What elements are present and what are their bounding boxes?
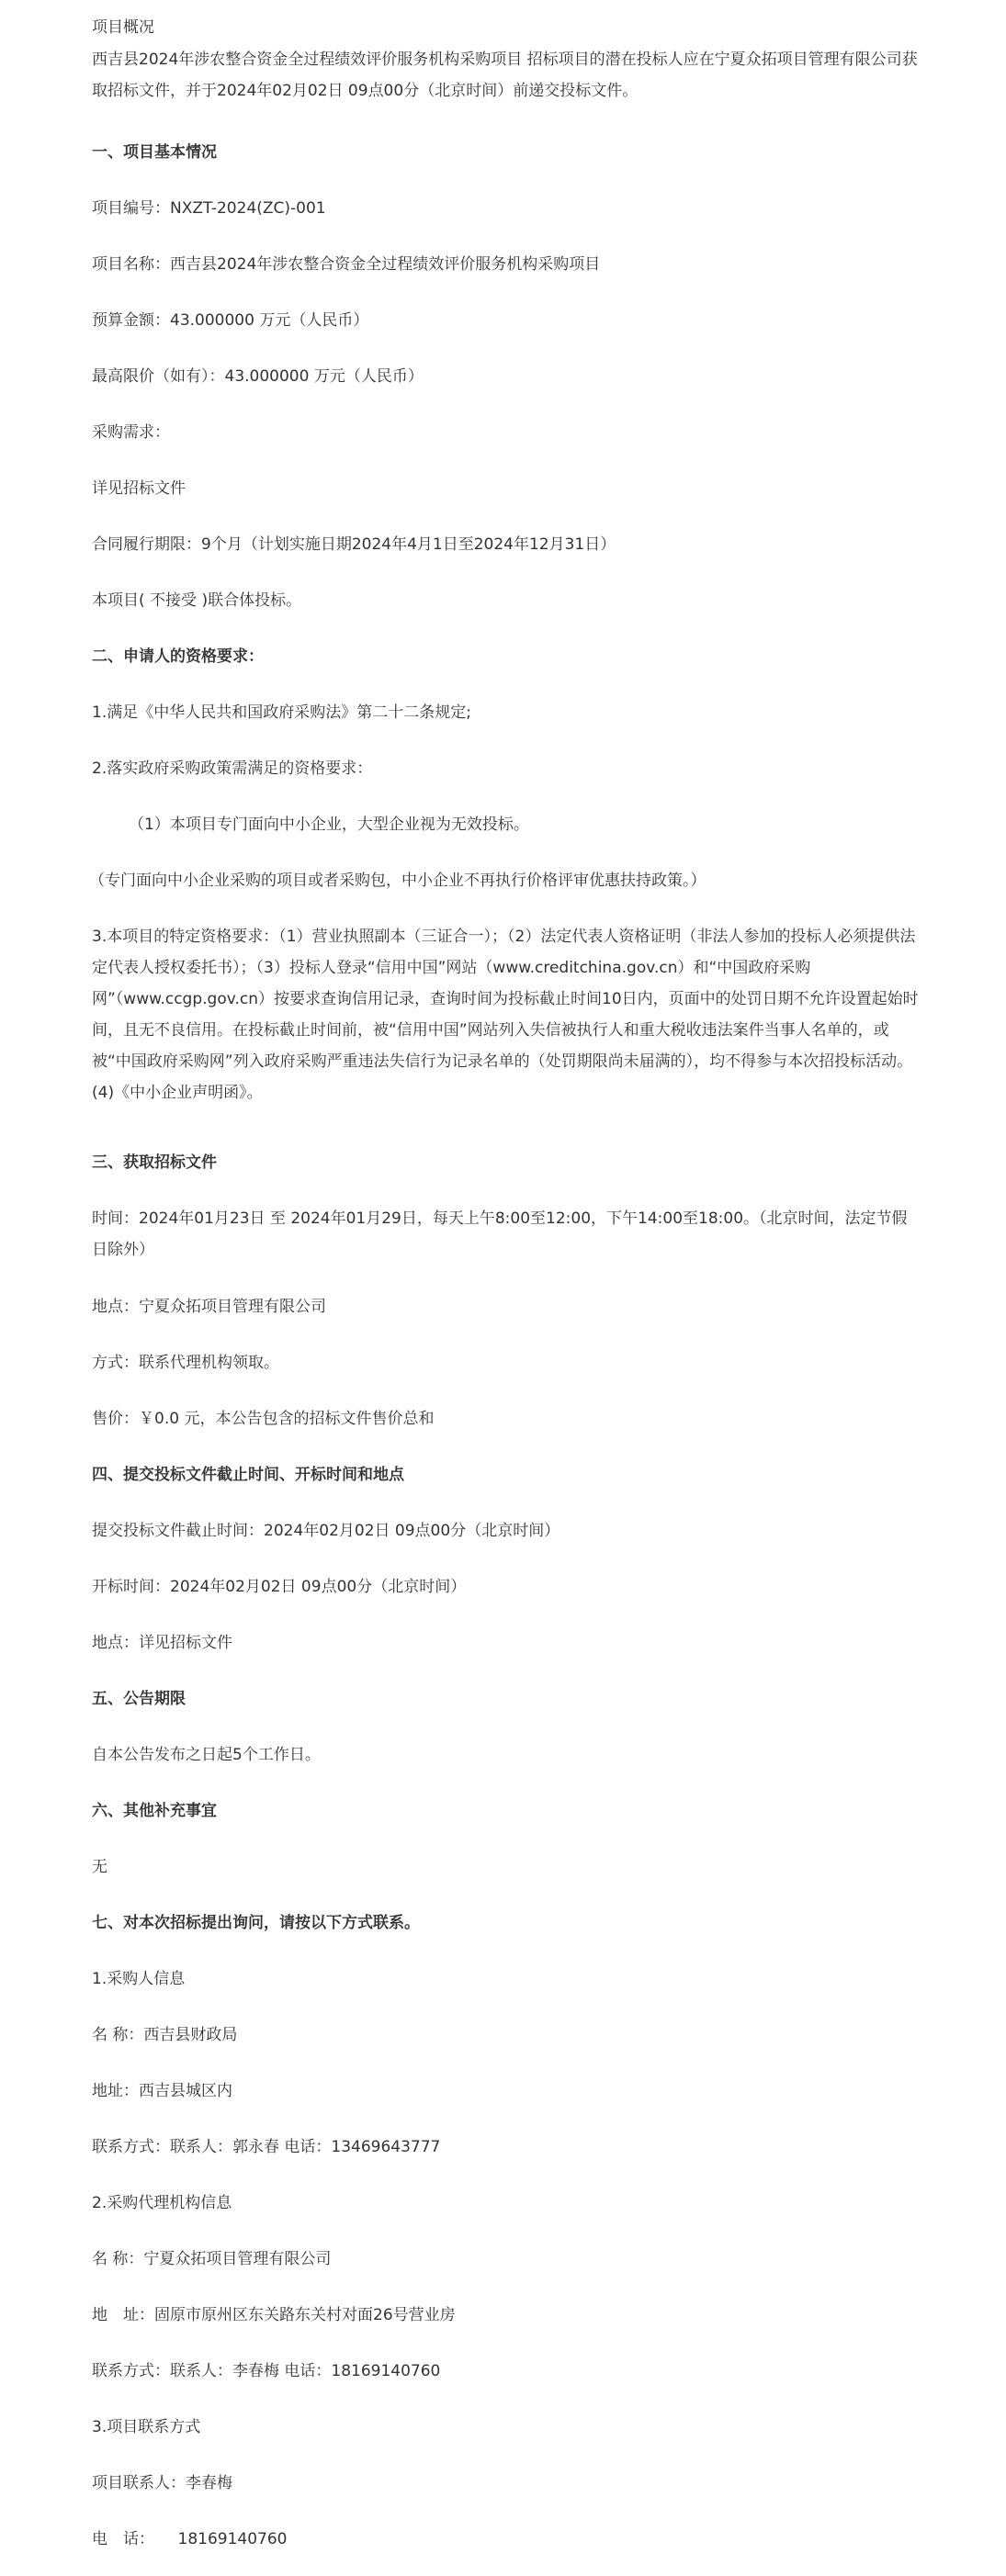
joint-bid: 本项目( 不接受 )联合体投标。 (92, 591, 302, 610)
demand-text: 详见招标文件 (92, 479, 186, 498)
obtain-price: 售价：￥0.0 元，本公告包含的招标文件售价总和 (92, 1410, 435, 1428)
section4-heading: 四、提交投标文件截止时间、开标时间和地点 (92, 1466, 404, 1484)
budget-amount: 预算金额：43.000000 万元（人民币） (92, 311, 369, 330)
contract-period: 合同履行期限：9个月（计划实施日期2024年4月1日至2024年12月31日） (92, 535, 616, 554)
opening-time: 开标时间：2024年02月02日 09点00分（北京时间） (92, 1578, 467, 1596)
agency-address: 地 址：固原市原州区东关路东关村对面26号营业房 (92, 2306, 456, 2324)
qualification-item-2-sub: （1）本项目专门面向中小企业，大型企业视为无效投标。 (129, 816, 529, 834)
section5-heading: 五、公告期限 (92, 1690, 186, 1708)
qualification-item-2: 2.落实政府采购政策需满足的资格要求： (92, 759, 373, 778)
project-name: 项目名称：西吉县2024年涉农整合资金全过程绩效评价服务机构采购项目 (92, 255, 601, 274)
supplementary-matters: 无 (92, 1858, 107, 1876)
section6-heading: 六、其他补充事宜 (92, 1802, 217, 1820)
agency-name: 名 称：宁夏众拓项目管理有限公司 (92, 2250, 332, 2268)
purchaser-name: 名 称：西吉县财政局 (92, 2026, 238, 2044)
project-number: 项目编号：NXZT-2024(ZC)-001 (92, 199, 326, 218)
opening-place: 地点：详见招标文件 (92, 1634, 232, 1652)
section7-heading: 七、对本次招标提出询问，请按以下方式联系。 (92, 1914, 420, 1932)
section2-heading: 二、申请人的资格要求： (92, 647, 264, 666)
obtain-place: 地点：宁夏众拓项目管理有限公司 (92, 1298, 326, 1316)
overview-text: 西吉县2024年涉农整合资金全过程绩效评价服务机构采购项目 招标项目的潜在投标人应在宁夏众拓项目管理有限公司获取招标文件，并于2024年02月02日 09点00分（北京时间）前递交投标文件。 (92, 51, 918, 100)
overview-label: 项目概况 (92, 18, 154, 37)
project-contact-phone: 电 话： 18169140760 (92, 2530, 288, 2548)
project-contact-person: 项目联系人：李春梅 (92, 2474, 232, 2492)
submission-deadline: 提交投标文件截止时间：2024年02月02日 09点00分（北京时间） (92, 1522, 560, 1540)
agency-contact: 联系方式：联系人：李春梅 电话：18169140760 (92, 2362, 441, 2380)
project-contact-title: 3.项目联系方式 (92, 2418, 201, 2436)
qualification-item-3: 3.本项目的特定资格要求：（1）营业执照副本（三证合一）；（2）法定代表人资格证明（非法人参加的投标人必须提供法定代表人授权委托书）；（3）投标人登录“信用中国”网站（www.creditchina.gov.cn）和“中国政府采购网”（www.ccgp.gov.cn）按要求查询信用记录，查询时间为投标截止时间10日内，页面中的处罚日期不允许设置起始时间，且无不良信用。在投标截止时间前，被“信用中国”网站列入失信被执行人和重大税收违法案件当事人名单的，或被“中国政府采购网”列入政府采购严重违法失信行为记录名单的（处罚期限尚未届满的），均不得参与本次招投标活动。(4)《中小企业声明函》。 (92, 928, 919, 1102)
agency-title: 2.采购代理机构信息 (92, 2194, 232, 2212)
section3-heading: 三、获取招标文件 (92, 1153, 217, 1172)
obtain-method: 方式：联系代理机构领取。 (92, 1354, 279, 1372)
purchaser-contact: 联系方式：联系人：郭永春 电话：13469643777 (92, 2138, 441, 2156)
max-price: 最高限价（如有）：43.000000 万元（人民币） (92, 367, 424, 386)
purchaser-address: 地址：西吉县城区内 (92, 2082, 232, 2100)
obtain-time: 时间：2024年01月23日 至 2024年01月29日，每天上午8:00至12:00，下午14:00至18:00。（北京时间，法定节假日除外） (92, 1209, 908, 1259)
section1-heading: 一、项目基本情况 (92, 143, 217, 162)
purchaser-title: 1.采购人信息 (92, 1970, 186, 1988)
qualification-item-1: 1.满足《中华人民共和国政府采购法》第二十二条规定; (92, 703, 471, 722)
announcement-period: 自本公告发布之日起5个工作日。 (92, 1746, 321, 1764)
qualification-item-2-note: （专门面向中小企业采购的项目或者采购包，中小企业不再执行价格评审优惠扶持政策。） (89, 872, 706, 890)
demand-label: 采购需求： (92, 423, 170, 442)
